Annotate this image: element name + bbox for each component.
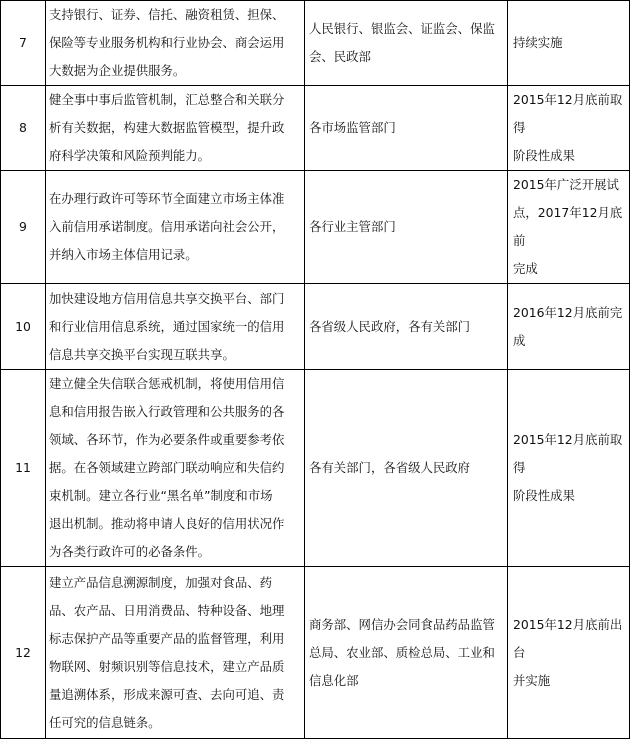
- task-description: 加快建设地方信用信息共享交换平台、部门 和行业信用信息系统，通过国家统一的信用 信息共享交换平台实现互联共享。: [46, 284, 305, 370]
- table-row: [1, 86, 630, 171]
- responsible-department: 各市场监管部门: [305, 86, 508, 171]
- responsible-department: 人民银行、银监会、证监会、保监 会、民政部: [305, 1, 508, 86]
- responsible-department: 各省级人民政府，各有关部门: [305, 284, 508, 370]
- row-number: 7: [1, 1, 46, 86]
- table-row: [1, 284, 630, 370]
- row-number: 8: [1, 86, 46, 171]
- row-number: 11: [1, 370, 46, 567]
- table-row: [1, 171, 630, 284]
- deadline: 持续实施: [508, 1, 630, 86]
- deadline: 2015年12月底前取得 阶段性成果: [508, 370, 630, 567]
- responsible-department: 商务部、网信办会同食品药品监管 总局、农业部、质检总局、工业和 信息化部: [305, 567, 508, 739]
- task-description: 建立健全失信联合惩戒机制，将使用信用信 息和信用报告嵌入行政管理和公共服务的各 领域、各环节，作为必要条件或重要参考依 据。在各领域建立跨部门联动响应和失信约 束机制。建立各行业“黑名单”制度和市场 退出机制。推动将申请人良好的信用状况作 为各类行政许可的必备条件。: [46, 370, 305, 567]
- responsible-department: 各有关部门，各省级人民政府: [305, 370, 508, 567]
- deadline: 2015年广泛开展试 点，2017年12月底前 完成: [508, 171, 630, 284]
- responsible-department: 各行业主管部门: [305, 171, 508, 284]
- deadline: 2015年12月底前出台 并实施: [508, 567, 630, 739]
- row-number: 9: [1, 171, 46, 284]
- table-row: [1, 567, 630, 739]
- task-description: 在办理行政许可等环节全面建立市场主体准 入前信用承诺制度。信用承诺向社会公开， 并纳入市场主体信用记录。: [46, 171, 305, 284]
- task-description: 支持银行、证券、信托、融资租赁、担保、 保险等专业服务机构和行业协会、商会运用 大数据为企业提供服务。: [46, 1, 305, 86]
- table-row: [1, 370, 630, 567]
- task-description: 建立产品信息溯源制度，加强对食品、药 品、农产品、日用消费品、特种设备、地理 标志保护产品等重要产品的监督管理，利用 物联网、射频识别等信息技术，建立产品质 量追溯体系，形成来源可查、去向可追、责 任可究的信息链条。: [46, 567, 305, 739]
- task-description: 健全事中事后监管机制，汇总整合和关联分 析有关数据，构建大数据监管模型，提升政 府科学决策和风险预判能力。: [46, 86, 305, 171]
- row-number: 10: [1, 284, 46, 370]
- row-number: 12: [1, 567, 46, 739]
- deadline: 2015年12月底前取得 阶段性成果: [508, 86, 630, 171]
- deadline: 2016年12月底前完成: [508, 284, 630, 370]
- table-row: [1, 1, 630, 86]
